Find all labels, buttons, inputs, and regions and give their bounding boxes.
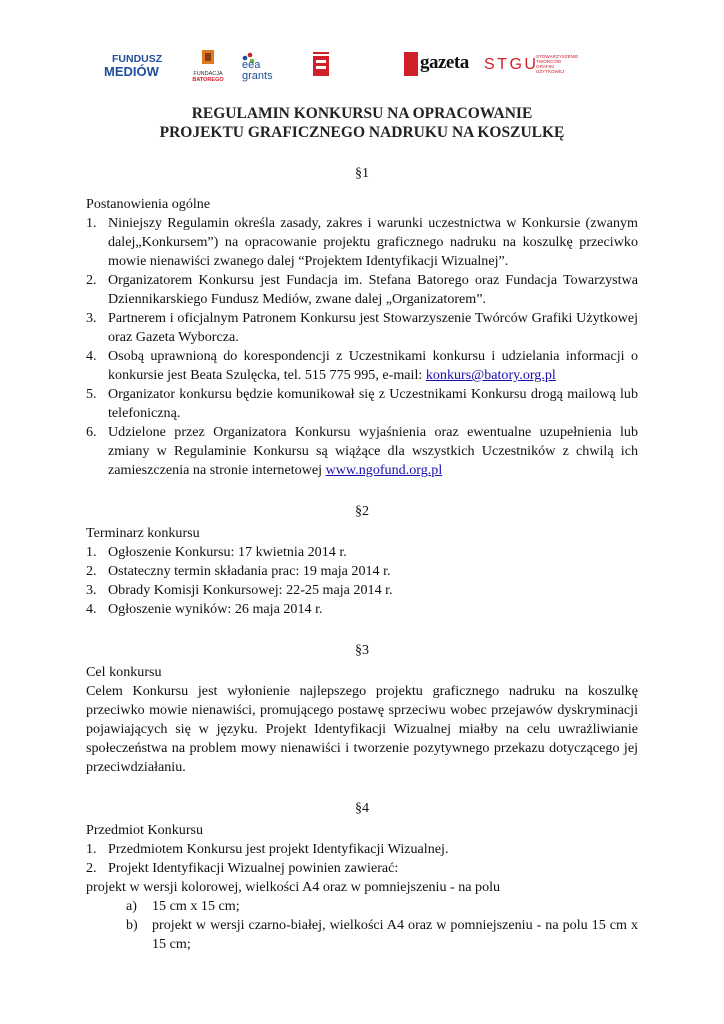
section-4-mark: §4 — [354, 800, 370, 816]
list-item: 4. Osobą uprawnioną do korespondencji z Uczestnikami konkursu i udzielania informacji o konkursie jest Beata Szulęcka, tel. 515 775 995, e-mail: konkurs@batory.org.pl — [86, 348, 638, 383]
stgu-sub-3: GRAFIKI — [536, 64, 555, 69]
eea-logo-line2: grants — [242, 70, 273, 82]
crest-icon — [310, 52, 332, 78]
stgu-sub-4: UŻYTKOWEJ — [536, 69, 565, 74]
list-item: 1. Niniejszy Regulamin określa zasady, zakres i warunki uczestnictwa w Konkursie (zwanym dalej„Konkursem”) na opracowanie projektu graficznego nadruku na koszulkę przeciwko mowie nienawiści zwanego dalej “Projektem Identyfikacji Wizualnej”. — [86, 215, 638, 269]
section-2-heading: Terminarz konkursu — [86, 525, 200, 541]
batory-logo-line2: BATOREGO — [192, 77, 224, 83]
website-link[interactable]: www.ngofund.org.pl — [325, 462, 443, 478]
list-item: a) 15 cm x 15 cm; — [126, 898, 240, 914]
stgu-logo — [484, 54, 584, 80]
fundusz-mediow-logo — [104, 54, 166, 82]
gazeta-wyborcza-logo — [404, 52, 474, 80]
section-4-heading: Przedmiot Konkursu — [86, 822, 204, 838]
section-1-list — [86, 214, 638, 480]
document-body — [86, 104, 638, 954]
section-2-mark: §2 — [354, 503, 370, 519]
fundacja-batorego-logo — [188, 48, 228, 84]
section-1-mark: §1 — [354, 165, 370, 181]
section-3-heading: Cel konkursu — [86, 664, 162, 680]
list-item: 2. Ostateczny termin składania prac: 19 maja 2014 r. — [86, 563, 391, 579]
stgu-logo-text: STGU — [484, 56, 539, 73]
section-2-list — [86, 543, 638, 619]
title-line-1: REGULAMIN KONKURSU NA OPRACOWANIE — [191, 105, 533, 122]
list-item: 2. Projekt Identyfikacji Wizualnej powinien zawierać: — [86, 860, 399, 876]
eea-logo-line1: eea — [242, 59, 261, 71]
list-item: 1. Przedmiotem Konkursu jest projekt Identyfikacji Wizualnej. — [86, 841, 449, 857]
title-line-2: PROJEKTU GRAFICZNEGO NADRUKU NA KOSZULKĘ — [159, 124, 565, 141]
list-item: 6. Udzielone przez Organizatora Konkursu wyjaśnienia oraz ewentualne uzupełnienia lub zmiany w Regulaminie Konkursu są wiążące dla wszystkich Uczestników z chwilą ich zamieszczenia na stronie internetowej www.ngofund.org.pl — [86, 424, 638, 478]
list-item: 2. Organizatorem Konkursu jest Fundacja im. Stefana Batorego oraz Fundacja Towarzystwa Dziennikarskiego Fundusz Mediów, zwane dalej „Organizatorem”. — [86, 272, 638, 307]
section-4-list — [86, 840, 638, 878]
crest-logo — [310, 52, 332, 78]
list-item: 4. Ogłoszenie wyników: 26 maja 2014 r. — [86, 601, 323, 617]
fundusz-mediow-logo-line1: FUNDUSZ — [112, 53, 163, 65]
section-4-loose-line: projekt w wersji kolorowej, wielkości A4 oraz w pomniejszeniu - na polu — [86, 879, 501, 895]
list-item: 1. Ogłoszenie Konkursu: 17 kwietnia 2014 r. — [86, 544, 347, 560]
batory-logo-line1: FUNDACJA — [193, 71, 223, 77]
stgu-sub-1: STOWARZYSZENIE — [536, 54, 579, 59]
document-title — [86, 104, 638, 142]
list-item: 3. Partnerem i oficjalnym Patronem Konkursu jest Stowarzyszenie Twórców Grafiki Użytkowej oraz Gazeta Wyborcza. — [86, 310, 638, 345]
stgu-sub-2: TWÓRCÓW — [536, 59, 562, 64]
list-item: b) projekt w wersji czarno-białej, wielkości A4 oraz w pomniejszeniu - na polu 15 cm x 15 cm; — [126, 917, 638, 952]
list-item: 3. Obrady Komisji Konkursowej: 22-25 maja 2014 r. — [86, 582, 393, 598]
gazeta-red-block-icon — [404, 52, 418, 76]
section-4-sublist — [86, 897, 638, 954]
batory-emblem-icon — [200, 48, 216, 66]
section-1-heading: Postanowienia ogólne — [86, 196, 211, 212]
eea-grants-logo — [240, 50, 290, 84]
fundusz-mediow-logo-line2: MEDIÓW — [104, 64, 159, 79]
logo-strip — [100, 44, 620, 86]
section-3-mark: §3 — [354, 642, 370, 658]
gazeta-logo-text: gazeta — [420, 52, 469, 73]
contact-email-link[interactable]: konkurs@batory.org.pl — [425, 367, 556, 383]
section-3-body: Celem Konkursu jest wyłonienie najlepszego projektu graficznego nadruku na koszulkę przeciwko mowie nienawiści, promującego postawę sprzeciwu wobec przejawów dyskryminacji pojawiających się w języku. Projekt Identyfikacji Wizualnej miałby na celu uwrażliwianie społeczeństwa na problem mowy nienawiści i tworzenie pozytywnego przekazu dotyczącego jej przeciwdziałaniu. — [86, 683, 638, 775]
list-item: 5. Organizator konkursu będzie komunikował się z Uczestnikami Konkursu drogą mailową lub telefoniczną. — [86, 386, 638, 421]
